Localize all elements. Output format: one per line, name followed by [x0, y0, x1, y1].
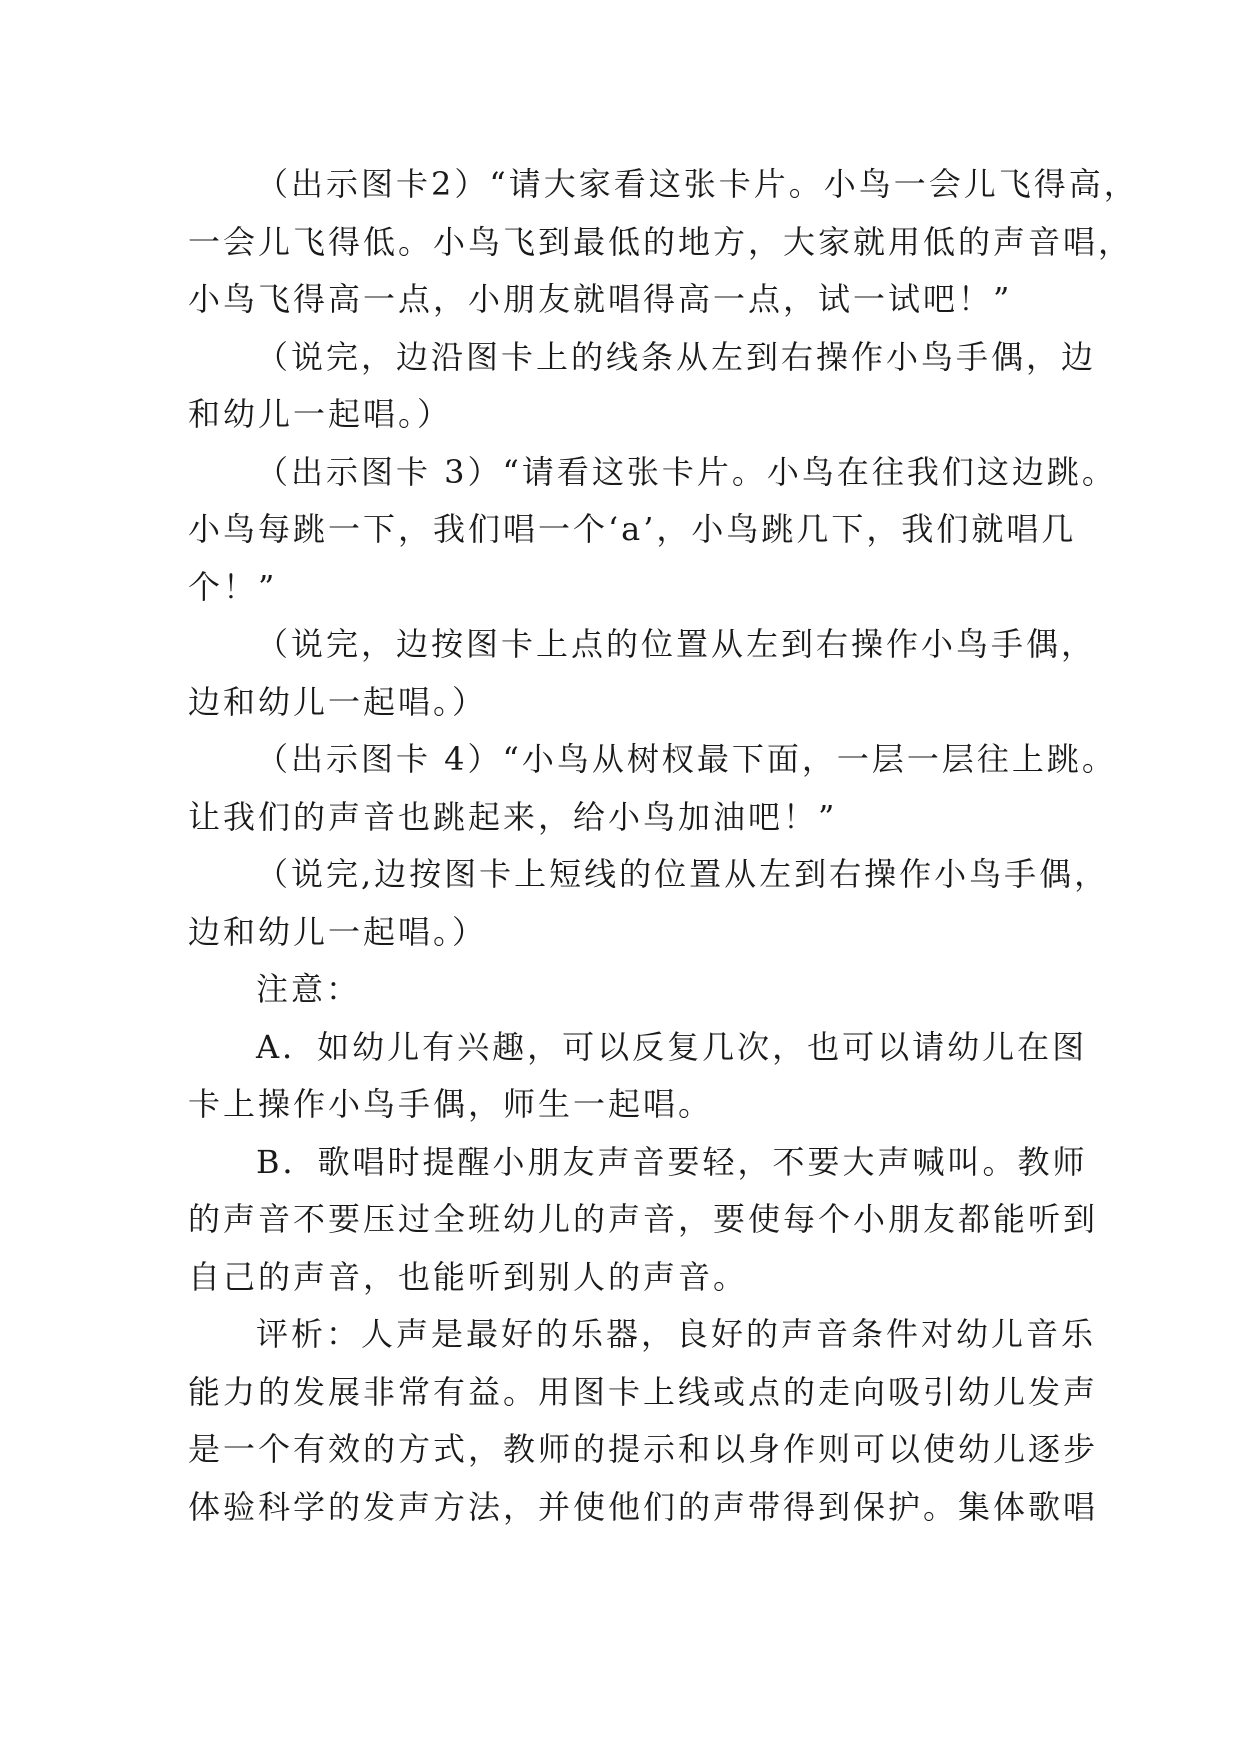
document-body: [188, 156, 1139, 1536]
text-line: A．如幼儿有兴趣，可以反复几次，也可以请幼儿在图: [256, 1027, 1088, 1066]
text-line: 让我们的声音也跳起来，给小鸟加油吧！”: [188, 797, 838, 836]
paragraph-card-4: [188, 731, 1117, 846]
text-line: （说完,边按图卡上短线的位置从左到右操作小鸟手偶，: [256, 855, 1110, 893]
text-line: 边和幼儿一起唱。）: [188, 682, 488, 721]
paragraph-card-2: [188, 156, 1139, 329]
text-line: （出示图卡2）“请大家看这张卡片。小鸟一会儿飞得高，: [256, 165, 1139, 203]
paragraph-instruction-2: [188, 616, 1097, 731]
text-line: 卡上操作小鸟手偶，师生一起唱。: [188, 1085, 714, 1123]
text-line: 的声音不要压过全班幼儿的声音，要使每个小朋友都能听到: [188, 1200, 1099, 1238]
text-line: 体验科学的发声方法，并使他们的声带得到保护。集体歌唱: [188, 1487, 1099, 1526]
text-line: 评析：人声是最好的乐器，良好的声音条件对幼儿音乐: [256, 1315, 1097, 1353]
text-line: 个！”: [188, 567, 278, 606]
text-line: 是一个有效的方式，教师的提示和以身作则可以使幼儿逐步: [188, 1430, 1099, 1468]
paragraph-analysis: [188, 1306, 1099, 1536]
text-line: 能力的发展非常有益。用图卡上线或点的走向吸引幼儿发声: [188, 1372, 1099, 1411]
text-line: 注意：: [256, 970, 362, 1008]
text-line: （出示图卡 4）“小鸟从树杈最下面，一层一层往上跳。: [256, 740, 1117, 778]
text-line: 和幼儿一起唱。）: [188, 395, 453, 433]
text-line: （说完，边按图卡上点的位置从左到右操作小鸟手偶，: [256, 625, 1097, 663]
paragraph-note-a: [188, 1019, 1088, 1134]
text-line: （出示图卡 3）“请看这张卡片。小鸟在往我们这边跳。: [256, 452, 1117, 491]
text-line: 小鸟每跳一下，我们唱一个‘a’，小鸟跳几下，我们就唱几: [188, 510, 1077, 548]
text-line: 小鸟飞得高一点，小朋友就唱得高一点，试一试吧！”: [188, 280, 1013, 318]
paragraph-note-b: [188, 1134, 1099, 1307]
paragraph-instruction-1: [188, 329, 1097, 444]
paragraph-instruction-3: [188, 846, 1110, 961]
text-line: （说完，边沿图卡上的线条从左到右操作小鸟手偶，边: [256, 337, 1097, 376]
text-line: 边和幼儿一起唱。）: [188, 912, 488, 951]
paragraph-card-3: [188, 444, 1117, 617]
paragraph-note-heading: [188, 961, 1068, 1019]
text-line: 一会儿飞得低。小鸟飞到最低的地方，大家就用低的声音唱，: [188, 222, 1134, 261]
text-line: B．歌唱时提醒小朋友声音要轻，不要大声喊叫。教师: [256, 1142, 1088, 1181]
text-line: 自己的声音，也能听到别人的声音。: [188, 1257, 749, 1296]
